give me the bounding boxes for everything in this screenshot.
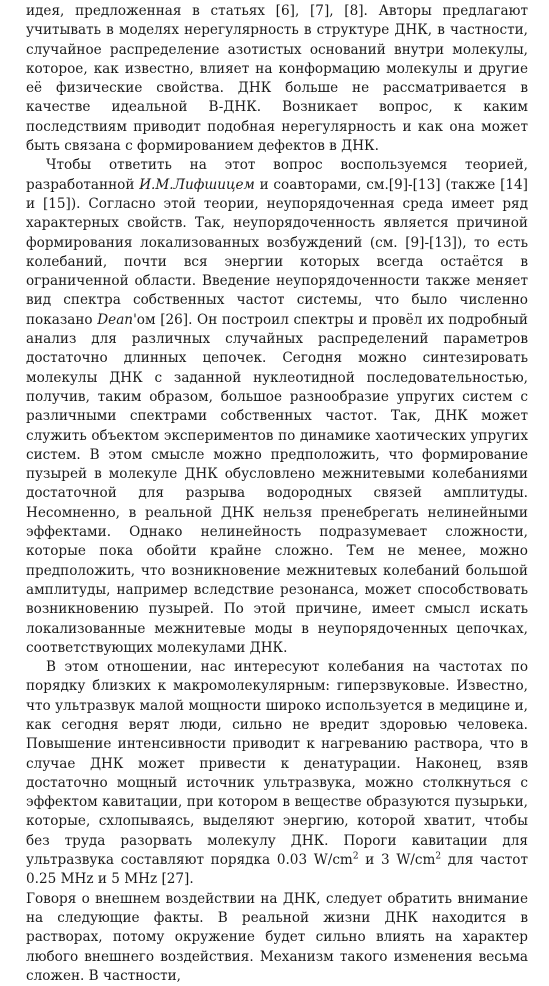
paragraph-2 (26, 156, 528, 658)
author-name-italic: И.М.Лифшицем (139, 176, 255, 193)
paragraph-4 (26, 890, 528, 986)
text-run: и 3 W/cm (358, 852, 436, 869)
text-run: Говоря о внешнем воздействии на ДНК, следует обратить внимание на следующие факты. В реальной жизни ДНК находится в растворах, потому окружение будет сильно влиять на характер любого внешнего воздействия. Механизм такого изменения весьма сложен. В частности, (26, 890, 528, 984)
document-page (26, 2, 528, 986)
text-run: для частот 0.25 MHz и 5 MHz [27]. (26, 852, 528, 888)
text-run: В этом отношении, нас интересуют колебания на частотах по порядку близких к макромолекулярным: гиперзвуковые. Известно, что ультразвук малой мощности широко используется в медицине и, как сегодня верят люди, сильно не вредит здоровью человека. Повышение интенсивности приводит к нагреванию раствора, что в случае ДНК может привести к денатурации. Наконец, взяв достаточно мощный источник ультразвука, можно столкнуться с эффектом кавитации, при котором в веществе образуются пузырьки, которые, схлопываясь, выделяют энергию, которой хватит, чтобы без труда разорвать молекулу ДНК. Пороги кавитации для ультразвука составляют порядка 0.03 W/cm (26, 659, 528, 869)
text-run: 'ом [26]. Он построил спектры и провёл их подробный анализ для различных случайных распределений параметров достаточно длинных цепочек. Сегодня можно синтезировать молекулы ДНК с заданной нуклеотидной последовательностью, получив, таким образом, большое разнообразие упругих систем с различными спектрами собственных частот. Так, ДНК может служить объектом экспериментов по динамике хаотических упругих систем. В этом смысле можно предположить, что формирование пузырей в молекуле ДНК обусловлено межнитевыми колебаниями достаточной для разрыва водородных связей амплитуды. Несомненно, в реальной ДНК нельзя пренебрегать нелинейными эффектами. Однако нелинейность подразумевает сложности, которые пока обойти крайне сложно. Тем не менее, можно предположить, что возникновение межнитевых колебаний большой амплитуды, например вследствие резонанса, может способствовать возникновению пузырей. По этой причине, имеет смысл искать локализованные межнитевые моды в неупорядоченных цепочках, соответствующих молекулами ДНК. (26, 311, 528, 656)
paragraph-3 (26, 658, 528, 890)
superscript: 2 (352, 851, 359, 862)
superscript: 2 (435, 851, 442, 862)
text-run: и соавторами, см.[9]-[13] (также [14] и [15]). Согласно этой теории, неупорядоченная среда имеет ряд характерных свойств. Так, неупорядоченность является причиной формирования локализованных возбуждений (см. [9]-[13]), то есть колебаний, почти вся энергии которых всегда остаётся в ограниченной области. Введение неупорядоченности также меняет вид спектра собственных частот системы, что было численно показано (26, 176, 528, 328)
author-name-italic: Dean (97, 311, 134, 328)
text-run: Чтобы ответить на этот вопрос воспользуемся теорией, разработанной (26, 157, 528, 193)
text-run: идея, предложенная в статьях [6], [7], [8]. Авторы предлагают учитывать в моделях нерегулярность в структуре ДНК, в частности, случайное распределение азотистых оснований внутри молекулы, которое, как известно, влияет на конформацию молекулы и другие её физические свойства. ДНК больше не рассматривается в качестве идеальной B-ДНК. Возникает вопрос, к каким последствиям приводит подобная нерегулярность и как она может быть связана с формированием дефектов в ДНК. (26, 3, 528, 155)
paragraph-1 (26, 2, 528, 156)
